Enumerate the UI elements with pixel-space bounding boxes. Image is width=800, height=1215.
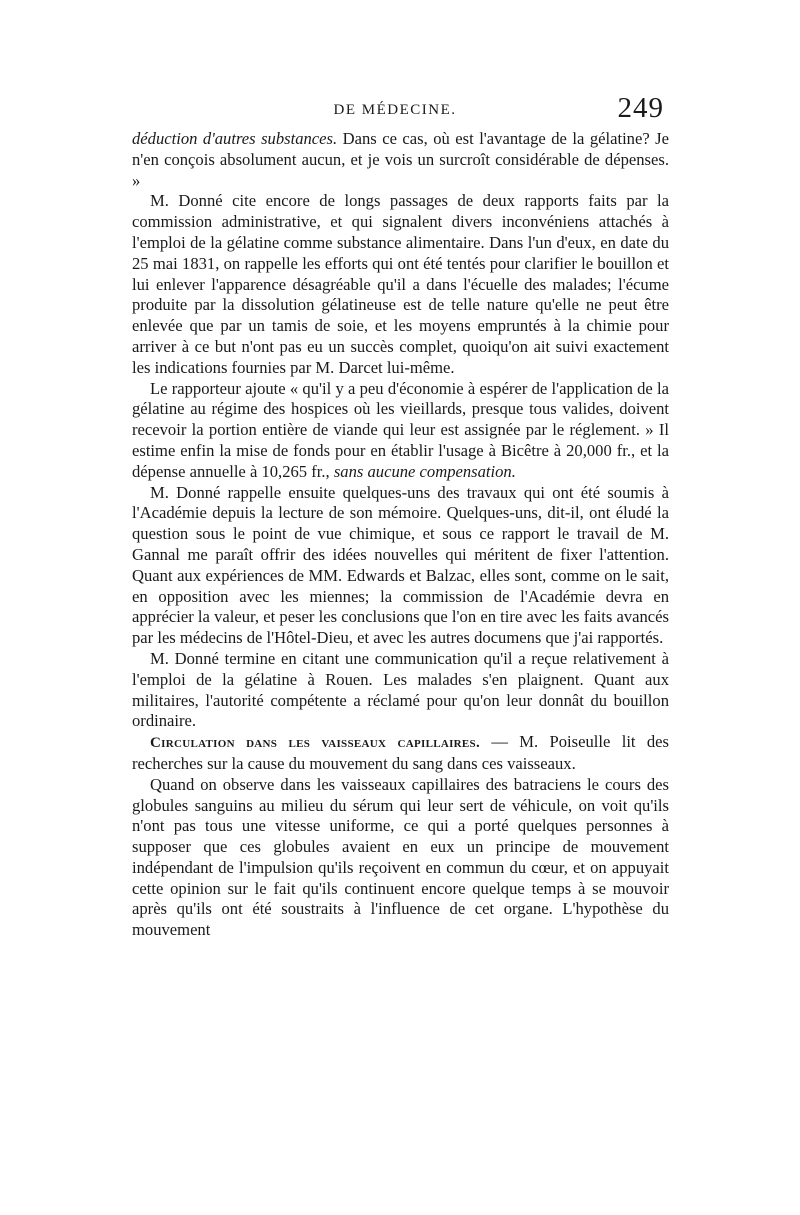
section-heading: Circulation dans les vaisseaux capillaires.	[150, 735, 481, 752]
page-number: 249	[617, 92, 664, 124]
paragraph	[132, 649, 669, 732]
paragraph-text: M. Donné rappelle ensuite quelques-uns des travaux qui ont été soumis à l'Académie depuis la lecture de son mémoire. Quelques-uns, dit-il, ont éludé la question sous le point de vue chimique, et sous ce rapport le travail de M. Gannal me paraît offrir des idées nouvelles qui méritent de fixer l'attention. Quant aux expériences de MM. Edwards et Balzac, elles sont, comme on le sait, en opposition avec les miennes; la commission de l'Académie devra en apprécier la valeur, et peser les conclusions que l'on en tire avec les faits avancés par les médecins de l'Hôtel-Dieu, et avec les autres documens que j'ai rapportés.	[132, 482, 669, 648]
running-title: DE MÉDECINE.	[333, 102, 457, 118]
paragraph	[132, 483, 669, 649]
paragraph-text: M. Donné cite encore de longs passages de deux rapports faits par la commission administrative, et qui signalent divers inconvéniens attachés à l'emploi de la gélatine comme substance alimentaire. Dans l'un d'eux, en date du 25 mai 1831, on rappelle les efforts qui ont été tentés pour clarifier le bouillon et lui enlever l'apparence désagréable qu'il a dans l'écuelle des malades; l'écume produite par la dissolution gélatineuse est de telle nature qu'elle ne peut être enlevée que par un tamis de soie, et les moyens empruntés à la chimie pour arriver à ce but n'ont pas eu un succès complet, quoiqu'on ait suivi exactement les indications fournies par M. Darcet lui-même.	[132, 191, 669, 377]
paragraph-text: Quand on observe dans les vaisseaux capillaires des batraciens le cours des globules sanguins au milieu du sérum qui leur sert de véhicule, on voit qu'ils n'ont pas tous une vitesse uniforme, ce qui a porté quelques personnes à supposer que ces globules avaient en eux un principe de mouvement indépendant de l'impulsion qu'ils reçoivent en commun du cœur, et on appuyait cette opinion sur le fait qu'ils continuent encore quelque temps à se mouvoir après qu'ils ont été soustraits à l'influence de cet organe. L'hypothèse du mouvement	[132, 774, 669, 940]
paragraph-text: Le rapporteur ajoute « qu'il y a peu d'économie à espérer de l'application de la gélatine au régime des hospices où les vieillards, presque tous valides, doivent recevoir la portion entière de viande qui leur est assignée par le réglement. » Il estime enfin la mise de fonds pour en établir l'usage à Bicêtre à 20,000 fr., et la dépense annuelle à 10,265 fr.,	[132, 378, 669, 481]
italic-text: déduction d'autres substances.	[132, 129, 338, 148]
body-text	[132, 129, 669, 941]
italic-text: sans aucune compensation.	[333, 461, 516, 481]
paragraph	[132, 191, 669, 378]
paragraph	[132, 379, 669, 483]
paragraph-text: M. Donné termine en citant une communication qu'il a reçue relativement à l'emploi de la gélatine à Rouen. Les malades s'en plaignent. Quant aux militaires, l'autorité compétente a réclamé pour qu'on leur donnât du bouillon ordinaire.	[132, 648, 669, 731]
paragraph	[132, 775, 669, 941]
paragraph	[132, 732, 669, 775]
paragraph	[132, 129, 669, 191]
paragraph-text: Dans ce cas, où est l'avantage de la gélatine? Je n'en conçois absolument aucun, et je vois un surcroît considérable de dépenses. »	[132, 129, 669, 190]
paragraph-text: — M. Poiseulle lit des recherches sur la cause du mouvement du sang dans ces vaisseaux.	[132, 732, 669, 773]
page-header	[132, 92, 664, 132]
